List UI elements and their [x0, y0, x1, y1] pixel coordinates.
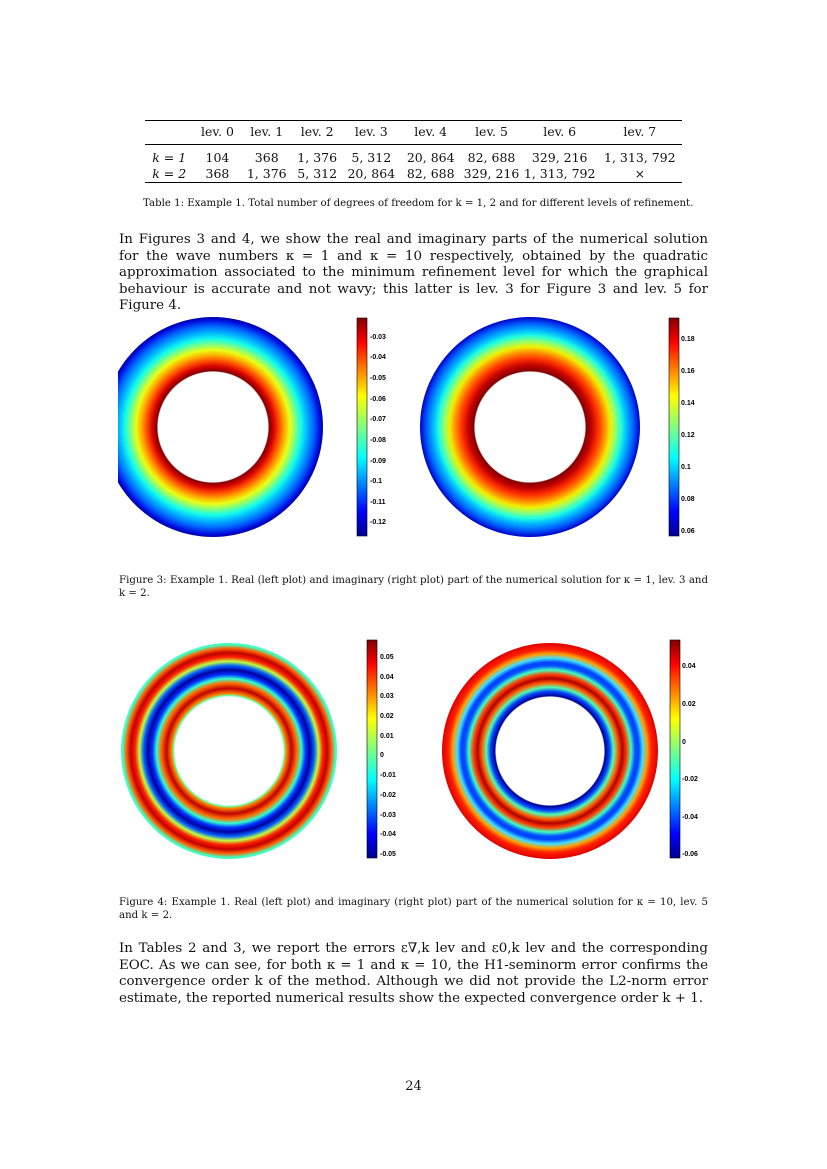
table-cell: 20, 864	[347, 165, 396, 181]
colorbar-tick-label: 0.12	[681, 432, 695, 439]
colorbar-tick-label: -0.05	[370, 375, 386, 382]
colorbar-tick-label: -0.09	[370, 458, 386, 465]
table-row	[145, 165, 682, 181]
table-header-cell: lev. 5	[475, 123, 508, 139]
table-cell: 82, 688	[406, 165, 455, 181]
table-cell: ×	[634, 165, 646, 181]
table-cell: 1, 313, 792	[523, 165, 596, 181]
colorbar-tick-label: 0.16	[681, 368, 695, 375]
colorbar-tick-label: 0.18	[681, 336, 695, 343]
fig3-right-colorbar	[669, 318, 679, 536]
table-header-cell: lev. 1	[250, 123, 284, 139]
table-cell: 5, 312	[351, 149, 392, 165]
table-cell: 368	[205, 165, 230, 181]
table-cell: k = 1	[152, 149, 187, 165]
colorbar-tick-label: -0.04	[380, 831, 396, 838]
table-cell: 5, 312	[297, 165, 338, 181]
colorbar-tick-label: -0.04	[682, 814, 698, 821]
fig3-right-plot	[420, 317, 640, 537]
table-header-cell: lev. 2	[300, 123, 334, 139]
fig4-left-plot	[121, 643, 337, 859]
table-cell: 1, 313, 792	[604, 149, 676, 165]
table-header-cell: lev. 0	[201, 123, 234, 139]
colorbar-tick-label: -0.02	[682, 776, 698, 783]
colorbar-tick-label: -0.06	[370, 396, 386, 403]
table-cell: 1, 376	[297, 149, 338, 165]
table-cell: 329, 216	[463, 165, 520, 181]
table-bottom-rule	[145, 182, 682, 183]
figure-3	[118, 312, 718, 544]
page-number: 24	[405, 1079, 422, 1094]
colorbar-tick-label: 0	[682, 739, 686, 746]
dof-table	[145, 118, 682, 181]
table-cell: 82, 688	[467, 149, 516, 165]
table-header-cell: lev. 7	[623, 123, 657, 139]
colorbar-tick-label: 0.04	[380, 674, 394, 681]
table-cell: 104	[205, 149, 230, 165]
fig4-right-colorbar	[670, 640, 680, 858]
colorbar-tick-label: 0.08	[681, 496, 695, 503]
table-header-cell	[145, 118, 193, 145]
colorbar-tick-label: -0.07	[370, 416, 386, 423]
colorbar-tick-label: -0.03	[370, 334, 386, 341]
table-cell: 329, 216	[531, 149, 588, 165]
table-header-cell: lev. 6	[543, 123, 577, 139]
paragraph-tables-intro: In Tables 2 and 3, we report the errors ε∇,k lev and ε0,k lev and the corresponding EOC. As we can see, for both κ = 1 and κ = 10, the H1-seminorm error confirms the convergence order k of the method. Although we did not provide the L2-norm error estimate, the reported numerical results show the expected convergence order k + 1.	[119, 941, 708, 1006]
colorbar-tick-label: 0.04	[682, 663, 696, 670]
colorbar-tick-label: 0.05	[380, 654, 394, 661]
colorbar-tick-label: -0.05	[380, 851, 396, 858]
fig3-left-plot	[118, 317, 323, 537]
table-header-cell: lev. 4	[414, 123, 448, 139]
table-header-row	[145, 118, 682, 145]
colorbar-tick-label: -0.01	[380, 772, 396, 779]
paragraph-figures-intro: In Figures 3 and 4, we show the real and imaginary parts of the numerical solution for the wave numbers κ = 1 and κ = 10 respectively, obtained by the quadratic approximation associated to the minimum refinement level for which the graphical behaviour is accurate and not wavy; this latter is lev. 3 for Figure 3 and lev. 5 for Figure 4.	[119, 232, 708, 313]
table-caption: Table 1: Example 1. Total number of degrees of freedom for k = 1, 2 and for different levels of refinement.	[143, 198, 694, 209]
figure-3-caption: Figure 3: Example 1. Real (left plot) and imaginary (right plot) part of the numerical solution for κ = 1, lev. 3 and k = 2.	[119, 575, 708, 599]
colorbar-tick-label: -0.08	[370, 437, 386, 444]
colorbar-tick-label: -0.1	[370, 478, 383, 485]
colorbar-tick-label: 0.14	[681, 400, 695, 407]
table-row	[145, 145, 682, 166]
colorbar-tick-label: 0.06	[681, 528, 695, 535]
table-cell: 1, 376	[246, 165, 287, 181]
colorbar-tick-label: 0.03	[380, 693, 394, 700]
table-cell: 368	[254, 149, 279, 165]
table-cell: 20, 864	[406, 149, 455, 165]
colorbar-tick-label: -0.02	[380, 792, 396, 799]
figure-4-caption: Figure 4: Example 1. Real (left plot) and imaginary (right plot) part of the numerical solution for κ = 10, lev. 5 and k = 2.	[119, 897, 708, 921]
colorbar-tick-label: 0.1	[681, 464, 691, 471]
table-header-cell: lev. 3	[354, 123, 388, 139]
colorbar-tick-label: -0.03	[380, 812, 396, 819]
colorbar-tick-label: -0.12	[370, 519, 386, 526]
colorbar-tick-label: 0.02	[682, 701, 696, 708]
fig4-right-plot	[442, 643, 658, 859]
colorbar-tick-label: -0.06	[682, 851, 698, 858]
figure-4	[118, 636, 718, 868]
table-cell: k = 2	[152, 165, 187, 181]
colorbar-tick-label: 0	[380, 752, 384, 759]
colorbar-tick-label: 0.01	[380, 733, 394, 740]
colorbar-tick-label: 0.02	[380, 713, 394, 720]
fig4-left-colorbar	[367, 640, 377, 858]
fig3-left-colorbar	[357, 318, 367, 536]
colorbar-tick-label: -0.04	[370, 354, 386, 361]
colorbar-tick-label: -0.11	[370, 499, 386, 506]
